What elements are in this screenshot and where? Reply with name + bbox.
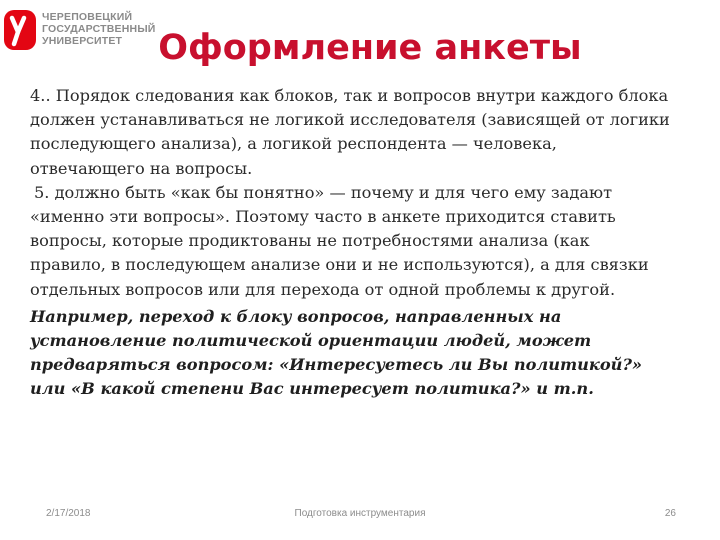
point-4-paragraph: 4.. Порядок следования как блоков, так и вопросов внутри каждого блока должен устанавливаться не логикой исследователя (зависящей от логики последующего анализа), а логикой респондента — человека, отвечающего на вопросы. — [30, 86, 670, 178]
footer-title: Подготовка инструментария — [294, 508, 426, 519]
slide-body — [30, 84, 670, 402]
example-paragraph: Например, переход к блоку вопросов, направленных на установление политической ориентации людей, может предваряться вопросом: «Интересуетесь ли Вы политикой?» или «В какой степени Вас интересует политика?» и т.п. — [30, 306, 643, 399]
university-name-line-3: УНИВЕРСИТЕТ — [42, 35, 123, 47]
page-number: 26 — [664, 508, 676, 519]
university-name-line-2: ГОСУДАРСТВЕННЫЙ — [42, 23, 156, 35]
footer-date: 2/17/2018 — [46, 508, 91, 519]
point-5-paragraph: 5. должно быть «как бы понятно» — почему и для чего ему задают «именно эти вопросы». Поэтому часто в анкете приходится ставить вопросы, которые продиктованы не потребностями анализа (как правило, в последующем анализе они и не используются), а для связки отдельных вопросов или для перехода от одной проблемы к другой. — [30, 182, 649, 299]
slide-title: Оформление анкеты — [158, 28, 582, 68]
university-name-line-1: ЧЕРЕПОВЕЦКИЙ — [42, 11, 133, 23]
